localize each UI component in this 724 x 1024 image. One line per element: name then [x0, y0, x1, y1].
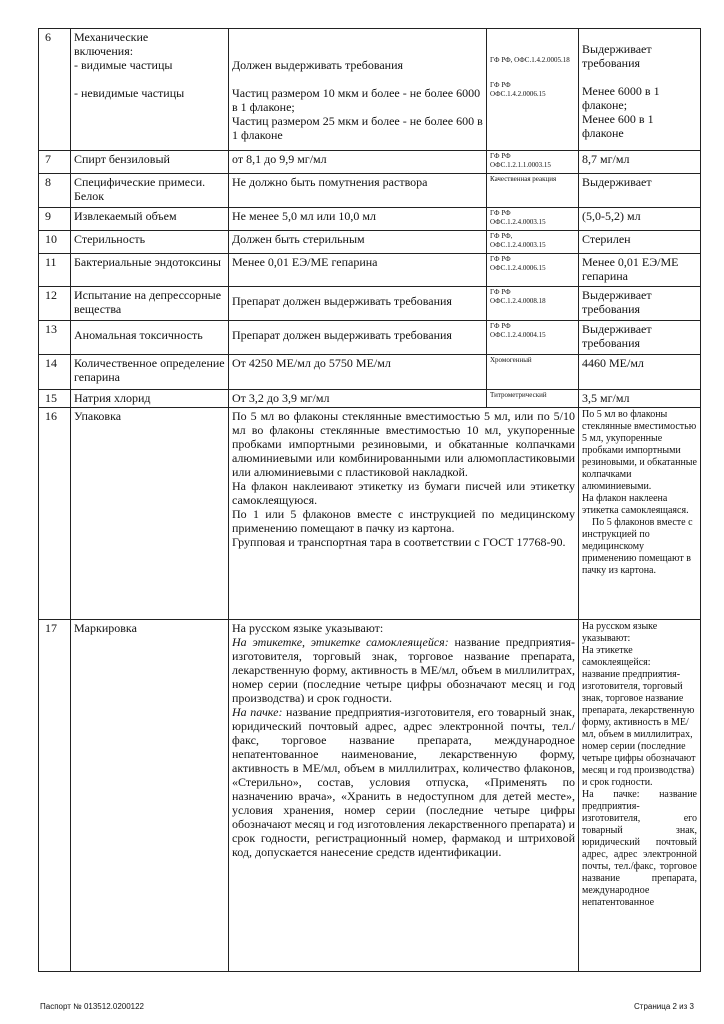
row-number: 8	[39, 174, 71, 208]
method-line: ОФС.1.2.4.0003.15	[490, 241, 546, 249]
row-result	[579, 620, 701, 972]
result-paragraph: На флакон наклеена этикетка самоклеящаяся.	[582, 493, 689, 516]
method-line: ГФ РФ	[490, 322, 511, 330]
row-requirement: Не должно быть помутнения раствора	[229, 174, 487, 208]
table-row	[39, 151, 701, 174]
row-requirement: Препарат должен выдерживать требования	[229, 287, 487, 321]
row-method	[487, 208, 579, 231]
method-line: Титрометрический	[490, 391, 547, 399]
row-number: 11	[39, 254, 71, 287]
row-number: 10	[39, 231, 71, 254]
packaging-paragraph: По 5 мл во флаконы стеклянные вместимостью 5 мл, или по 5/10 мл во флаконы стеклянные вместимостью 10 мл, укупоренные пробками импортными резиновыми, и обкатанные колпачками алюминиевыми или комбинированными или алюмопластиковыми или алюминиевыми с пластиковой накладкой.	[232, 409, 575, 479]
name-line: - невидимые частицы	[74, 86, 185, 100]
requirement-line: Частиц размером 25 мкм и более - не более 600 в 1 флаконе	[232, 114, 483, 142]
row-requirement: Препарат должен выдерживать требования	[229, 321, 487, 355]
row-result: 3,5 мг/мл	[579, 390, 701, 408]
pack-lead: На пачке:	[232, 705, 283, 719]
row-number: 17	[39, 620, 71, 972]
method-line: ГФ РФ	[490, 152, 511, 160]
table-row	[39, 29, 701, 151]
row-result: Менее 0,01 ЕЭ/МЕ гепарина	[579, 254, 701, 287]
method-line: ОФС.1.2.1.1.0003.15	[490, 161, 551, 169]
row-requirement: От 4250 МЕ/мл до 5750 МЕ/мл	[229, 355, 487, 390]
method-line: ОФС.1.4.2.0006.15	[490, 90, 546, 98]
result-paragraph: На этикетке самоклеящейся:	[582, 645, 651, 668]
name-line: включения:	[74, 44, 134, 58]
row-number: 13	[39, 321, 71, 355]
row-name: Спирт бензиловый	[71, 151, 229, 174]
label-text: название предприятия-изготовителя, торговый знак, торговое название препарата, лекарственную форму, активность в МЕ/мл, объем в миллилитрах, номер серии (последние четыре цифры обозначают месяц и год производства) и срок годности.	[232, 635, 576, 705]
row-method	[487, 174, 579, 208]
row-name: Испытание на депрессорные вещества	[71, 287, 229, 321]
row-result	[579, 408, 701, 620]
row-result: 4460 МЕ/мл	[579, 355, 701, 390]
requirement-line: Должен выдерживать требования	[232, 58, 404, 72]
row-requirement: Не менее 5,0 мл или 10,0 мл	[229, 208, 487, 231]
pack-text: название предприятия-изготовителя, его товарный знак, юридический почтовый адрес, адрес электронной почты, тел./факс, торговое название препарата, международное непатентованное наименование, лекарственную форму, активность в МЕ/мл, объем в миллилитрах, количество флаконов, «Стерильно», состав, условия отпуска, «Применять по назначению врача», «Хранить в недоступном для детей месте», условия хранения, номер серии (последние четыре цифры обозначают месяц и год изготовления лекарственного препарата) и срок годности, регистрационный номер, фармакод и штриховой код, допускается нанесение средств идентификации.	[232, 705, 575, 859]
table-row	[39, 620, 701, 972]
row-name: Маркировка	[71, 620, 229, 972]
row-number: 6	[39, 29, 71, 151]
row-requirement: Менее 0,01 ЕЭ/МЕ гепарина	[229, 254, 487, 287]
packaging-paragraph: На флакон наклеивают этикетку из бумаги писчей или этикетку самоклеящуюся.	[232, 479, 575, 507]
method-line: ОФС.1.2.4.0004.15	[490, 331, 546, 339]
result-paragraph: название предприятия-изготовителя, торговый знак, торговое название препарата, лекарственную форму, активность в МЕ/мл, объем в миллилитрах, номер серии (последние четыре цифры обозначают месяц и год производства) и срок годности.	[582, 669, 696, 788]
result-paragraph: По 5 флаконов вместе с инструкцией по медицинскому применению помещают в пачку из картона.	[582, 517, 693, 576]
method-line: ГФ РФ,	[490, 232, 513, 240]
row-requirement	[229, 29, 487, 151]
table-row	[39, 321, 701, 355]
row-method	[487, 321, 579, 355]
method-line: Хромогенный	[490, 356, 532, 364]
row-method	[487, 151, 579, 174]
page-number: Страница 2 из 3	[634, 1002, 694, 1011]
specification-table	[38, 28, 701, 972]
method-line: Качественная реакция	[490, 175, 557, 183]
method-line: ГФ РФ	[490, 209, 511, 217]
method-line: ОФС.1.2.4.0008.18	[490, 297, 546, 305]
row-method	[487, 29, 579, 151]
row-requirement: от 8,1 до 9,9 мг/мл	[229, 151, 487, 174]
requirement-line: Частиц размером 10 мкм и более - не более 6000 в 1 флаконе;	[232, 86, 481, 114]
result-paragraph: На русском языке указывают:	[582, 621, 658, 644]
row-method	[487, 254, 579, 287]
method-line: ГФ РФ	[490, 81, 511, 89]
result-line: Менее 6000 в 1 флаконе;	[582, 84, 660, 112]
packaging-paragraph: Групповая и транспортная тара в соответствии с ГОСТ 17768-90.	[232, 535, 566, 549]
row-result: (5,0-5,2) мл	[579, 208, 701, 231]
row-number: 14	[39, 355, 71, 390]
row-requirement: Должен быть стерильным	[229, 231, 487, 254]
method-line: ОФС.1.2.4.0003.15	[490, 218, 546, 226]
row-number: 9	[39, 208, 71, 231]
row-requirement	[229, 620, 579, 972]
row-name: Количественное определение гепарина	[71, 355, 229, 390]
row-name: Извлекаемый объем	[71, 208, 229, 231]
row-result	[579, 29, 701, 151]
result-paragraph: На пачке: название предприятия-изготовителя, его товарный знак, юридический почтовый адрес, адрес электронной почты, тел./факс, торговое название препарата, международное непатентованное	[582, 789, 697, 908]
row-requirement	[229, 408, 579, 620]
result-line: Менее 600 в 1 флаконе	[582, 112, 654, 140]
passport-number: Паспорт № 013512.0200122	[40, 1002, 145, 1011]
row-name	[71, 29, 229, 151]
table-row	[39, 254, 701, 287]
row-name: Упаковка	[71, 408, 229, 620]
packaging-paragraph: По 1 или 5 флаконов вместе с инструкцией по медицинскому применению помещают в пачку из картона.	[232, 507, 575, 535]
row-method	[487, 390, 579, 408]
method-line: ОФС.1.2.4.0006.15	[490, 264, 546, 272]
name-line: - видимые частицы	[74, 58, 173, 72]
table-row	[39, 390, 701, 408]
row-name: Бактериальные эндотоксины	[71, 254, 229, 287]
row-result: 8,7 мг/мл	[579, 151, 701, 174]
row-result: Выдерживает	[579, 174, 701, 208]
method-line: ГФ РФ	[490, 288, 511, 296]
row-result: Выдерживает требования	[579, 321, 701, 355]
row-result: Выдерживает требования	[579, 287, 701, 321]
marking-intro: На русском языке указывают:	[232, 621, 384, 635]
table-row	[39, 208, 701, 231]
row-result: Стерилен	[579, 231, 701, 254]
method-line: ГФ РФ	[490, 255, 511, 263]
row-name: Стерильность	[71, 231, 229, 254]
row-name: Аномальная токсичность	[71, 321, 229, 355]
label-lead: На этикетке, этикетке самоклеящейся:	[232, 635, 449, 649]
row-number: 15	[39, 390, 71, 408]
row-number: 12	[39, 287, 71, 321]
row-method	[487, 355, 579, 390]
row-method	[487, 231, 579, 254]
table-row	[39, 231, 701, 254]
row-number: 7	[39, 151, 71, 174]
name-line: Механические	[74, 30, 149, 44]
row-name: Специфические примеси. Белок	[71, 174, 229, 208]
method-line: ГФ РФ, ОФС.1.4.2.0005.18	[490, 56, 570, 64]
row-number: 16	[39, 408, 71, 620]
result-line: Выдерживает требования	[582, 42, 652, 70]
table-row	[39, 287, 701, 321]
table-row	[39, 174, 701, 208]
row-name: Натрия хлорид	[71, 390, 229, 408]
row-requirement: От 3,2 до 3,9 мг/мл	[229, 390, 487, 408]
row-method	[487, 287, 579, 321]
table-row	[39, 408, 701, 620]
result-paragraph: По 5 мл во флаконы стеклянные вместимостью 5 мл, укупоренные пробками импортными резиновыми, и обкатанные колпачками алюминиевыми.	[582, 409, 697, 492]
table-row	[39, 355, 701, 390]
